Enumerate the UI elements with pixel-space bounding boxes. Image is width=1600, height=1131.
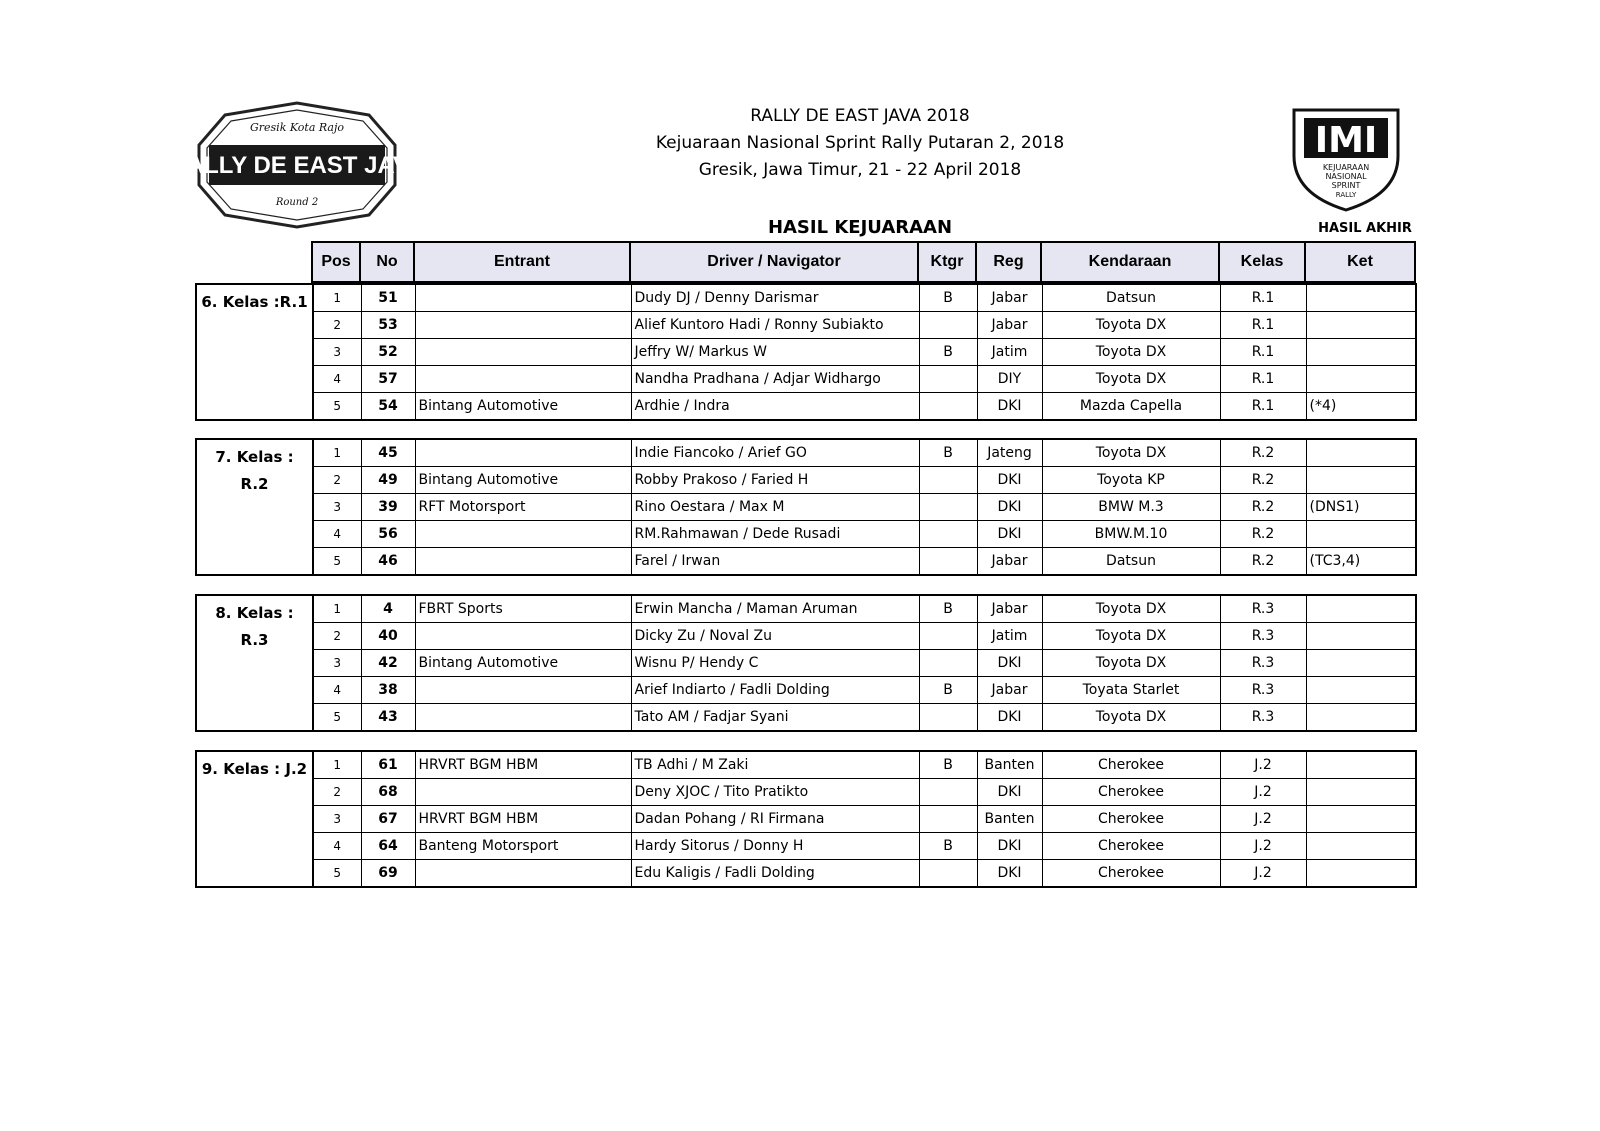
cell-no: 42 — [361, 650, 415, 677]
table-row — [196, 521, 1416, 548]
cell-no: 4 — [361, 595, 415, 623]
cell-entrant: RFT Motorsport — [415, 494, 631, 521]
class-label: 8. Kelas : R.3 — [196, 595, 313, 731]
table-row — [196, 312, 1416, 339]
event-header — [600, 103, 1120, 184]
class-group — [195, 438, 1417, 576]
class-label: 9. Kelas : J.2 — [196, 751, 313, 887]
cell-ket — [1306, 806, 1416, 833]
cell-entrant: HRVRT BGM HBM — [415, 751, 631, 779]
cell-no: 53 — [361, 312, 415, 339]
cell-driver: Rino Oestara / Max M — [631, 494, 919, 521]
col-driver-navigator: Driver / Navigator — [630, 242, 918, 282]
cell-entrant — [415, 779, 631, 806]
cell-kendaraan: Toyata Starlet — [1042, 677, 1220, 704]
cell-kelas: R.2 — [1220, 467, 1306, 494]
cell-kendaraan: Toyota KP — [1042, 467, 1220, 494]
cell-kelas: R.3 — [1220, 704, 1306, 732]
cell-no: 51 — [361, 284, 415, 312]
table-row — [196, 393, 1416, 421]
cell-ket — [1306, 366, 1416, 393]
cell-ket — [1306, 521, 1416, 548]
cell-driver: Edu Kaligis / Fadli Dolding — [631, 860, 919, 888]
col-kendaraan: Kendaraan — [1041, 242, 1219, 282]
cell-entrant — [415, 439, 631, 467]
results-title: HASIL KEJUARAAN — [767, 217, 953, 238]
col-reg: Reg — [976, 242, 1041, 282]
final-results-label: HASIL AKHIR — [1318, 221, 1412, 236]
cell-kendaraan: Cherokee — [1042, 860, 1220, 888]
cell-reg: Jatim — [977, 339, 1042, 366]
cell-driver: Dudy DJ / Denny Darismar — [631, 284, 919, 312]
cell-pos: 1 — [313, 751, 361, 779]
svg-text:Round 2: Round 2 — [275, 197, 319, 208]
cell-ket — [1306, 339, 1416, 366]
cell-ket — [1306, 779, 1416, 806]
cell-ktgr: B — [919, 833, 977, 860]
cell-kelas: R.3 — [1220, 595, 1306, 623]
cell-pos: 5 — [313, 548, 361, 576]
cell-ktgr — [919, 366, 977, 393]
cell-reg: Jabar — [977, 677, 1042, 704]
cell-entrant — [415, 677, 631, 704]
cell-ket — [1306, 623, 1416, 650]
cell-kelas: R.2 — [1220, 521, 1306, 548]
cell-driver: Dicky Zu / Noval Zu — [631, 623, 919, 650]
svg-text:SPRINT: SPRINT — [1331, 181, 1361, 190]
cell-pos: 5 — [313, 704, 361, 732]
cell-driver: Deny XJOC / Tito Pratikto — [631, 779, 919, 806]
imi-sprint-rally-logo — [1288, 106, 1404, 212]
cell-no: 39 — [361, 494, 415, 521]
col-no: No — [360, 242, 414, 282]
cell-kelas: R.2 — [1220, 548, 1306, 576]
cell-pos: 4 — [313, 521, 361, 548]
cell-reg: DIY — [977, 366, 1042, 393]
cell-driver: Wisnu P/ Hendy C — [631, 650, 919, 677]
cell-reg: Jabar — [977, 548, 1042, 576]
cell-kendaraan: Toyota DX — [1042, 439, 1220, 467]
cell-driver: Nandha Pradhana / Adjar Widhargo — [631, 366, 919, 393]
cell-no: 43 — [361, 704, 415, 732]
class-group — [195, 283, 1417, 421]
cell-ket: (*4) — [1306, 393, 1416, 421]
cell-kendaraan: Toyota DX — [1042, 595, 1220, 623]
cell-kendaraan: Toyota DX — [1042, 704, 1220, 732]
cell-pos: 2 — [313, 312, 361, 339]
cell-kendaraan: Toyota DX — [1042, 623, 1220, 650]
cell-no: 67 — [361, 806, 415, 833]
cell-pos: 2 — [313, 623, 361, 650]
cell-ket: (TC3,4) — [1306, 548, 1416, 576]
table-row — [196, 650, 1416, 677]
cell-no: 56 — [361, 521, 415, 548]
cell-no: 38 — [361, 677, 415, 704]
cell-entrant — [415, 623, 631, 650]
table-row — [196, 494, 1416, 521]
cell-reg: DKI — [977, 521, 1042, 548]
table-row — [196, 779, 1416, 806]
cell-ktgr: B — [919, 595, 977, 623]
svg-text:RALLY DE EAST JAVA: RALLY DE EAST JAVA — [169, 152, 425, 179]
table-row — [196, 284, 1416, 312]
col-ktgr: Ktgr — [918, 242, 976, 282]
cell-ktgr — [919, 312, 977, 339]
cell-ket — [1306, 677, 1416, 704]
cell-no: 57 — [361, 366, 415, 393]
cell-pos: 3 — [313, 650, 361, 677]
table-row — [196, 339, 1416, 366]
cell-kelas: R.1 — [1220, 366, 1306, 393]
svg-text:Gresik Kota Rajo: Gresik Kota Rajo — [249, 121, 345, 134]
cell-reg: DKI — [977, 860, 1042, 888]
cell-reg: Banten — [977, 806, 1042, 833]
cell-kelas: R.3 — [1220, 677, 1306, 704]
cell-kendaraan: Toyota DX — [1042, 650, 1220, 677]
cell-pos: 2 — [313, 467, 361, 494]
cell-driver: Hardy Sitorus / Donny H — [631, 833, 919, 860]
cell-reg: DKI — [977, 467, 1042, 494]
cell-ket — [1306, 312, 1416, 339]
cell-driver: Arief Indiarto / Fadli Dolding — [631, 677, 919, 704]
cell-pos: 3 — [313, 339, 361, 366]
cell-pos: 1 — [313, 439, 361, 467]
cell-kelas: J.2 — [1220, 833, 1306, 860]
cell-ktgr: B — [919, 439, 977, 467]
cell-ktgr — [919, 704, 977, 732]
cell-ktgr — [919, 860, 977, 888]
class-group — [195, 750, 1417, 888]
cell-kendaraan: Cherokee — [1042, 833, 1220, 860]
cell-ktgr — [919, 548, 977, 576]
cell-ktgr — [919, 494, 977, 521]
cell-ket — [1306, 595, 1416, 623]
svg-text:IMI: IMI — [1314, 120, 1378, 161]
event-location-date: Gresik, Jawa Timur, 21 - 22 April 2018 — [698, 160, 1022, 180]
cell-kendaraan: Cherokee — [1042, 751, 1220, 779]
cell-reg: DKI — [977, 494, 1042, 521]
cell-ket — [1306, 860, 1416, 888]
cell-pos: 2 — [313, 779, 361, 806]
cell-ktgr — [919, 806, 977, 833]
cell-kelas: R.1 — [1220, 312, 1306, 339]
cell-entrant: Bintang Automotive — [415, 467, 631, 494]
cell-reg: Jabar — [977, 284, 1042, 312]
cell-no: 46 — [361, 548, 415, 576]
svg-text:RALLY: RALLY — [1335, 191, 1357, 199]
table-row — [196, 677, 1416, 704]
cell-entrant — [415, 366, 631, 393]
cell-kelas: J.2 — [1220, 860, 1306, 888]
cell-entrant: FBRT Sports — [415, 595, 631, 623]
cell-reg: DKI — [977, 779, 1042, 806]
class-label: 7. Kelas : R.2 — [196, 439, 313, 575]
cell-ktgr — [919, 521, 977, 548]
cell-kelas: R.2 — [1220, 494, 1306, 521]
table-row — [196, 704, 1416, 732]
cell-no: 52 — [361, 339, 415, 366]
cell-reg: Jatim — [977, 623, 1042, 650]
event-title: RALLY DE EAST JAVA 2018 — [750, 106, 970, 126]
cell-kelas: R.1 — [1220, 393, 1306, 421]
cell-ktgr — [919, 779, 977, 806]
col-entrant: Entrant — [414, 242, 630, 282]
cell-kendaraan: Cherokee — [1042, 779, 1220, 806]
event-subtitle: Kejuaraan Nasional Sprint Rally Putaran 2, 2018 — [655, 133, 1065, 153]
cell-no: 69 — [361, 860, 415, 888]
col-ket: Ket — [1305, 242, 1415, 282]
table-row — [196, 467, 1416, 494]
cell-reg: Jabar — [977, 595, 1042, 623]
cell-entrant — [415, 704, 631, 732]
class-group — [195, 594, 1417, 732]
cell-driver: Farel / Irwan — [631, 548, 919, 576]
cell-kelas: J.2 — [1220, 779, 1306, 806]
cell-reg: DKI — [977, 393, 1042, 421]
cell-driver: Dadan Pohang / RI Firmana — [631, 806, 919, 833]
cell-entrant: HRVRT BGM HBM — [415, 806, 631, 833]
cell-ktgr: B — [919, 751, 977, 779]
table-row — [196, 806, 1416, 833]
cell-ket — [1306, 467, 1416, 494]
cell-driver: Alief Kuntoro Hadi / Ronny Subiakto — [631, 312, 919, 339]
cell-entrant — [415, 312, 631, 339]
col-pos: Pos — [312, 242, 360, 282]
cell-pos: 3 — [313, 806, 361, 833]
cell-ktgr: B — [919, 339, 977, 366]
cell-kelas: R.1 — [1220, 284, 1306, 312]
cell-entrant — [415, 284, 631, 312]
svg-text:KEJUARAAN: KEJUARAAN — [1322, 163, 1370, 172]
cell-driver: TB Adhi / M Zaki — [631, 751, 919, 779]
cell-no: 54 — [361, 393, 415, 421]
cell-ket — [1306, 284, 1416, 312]
cell-kelas: J.2 — [1220, 806, 1306, 833]
cell-pos: 5 — [313, 393, 361, 421]
cell-kendaraan: BMW.M.10 — [1042, 521, 1220, 548]
cell-reg: Banten — [977, 751, 1042, 779]
cell-driver: Tato AM / Fadjar Syani — [631, 704, 919, 732]
cell-kelas: R.2 — [1220, 439, 1306, 467]
cell-ket — [1306, 439, 1416, 467]
cell-ket — [1306, 650, 1416, 677]
table-row — [196, 860, 1416, 888]
cell-kendaraan: Datsun — [1042, 548, 1220, 576]
header-spacer — [195, 242, 312, 282]
table-row — [196, 623, 1416, 650]
cell-no: 49 — [361, 467, 415, 494]
cell-kelas: R.3 — [1220, 623, 1306, 650]
cell-entrant — [415, 521, 631, 548]
cell-pos: 3 — [313, 494, 361, 521]
table-row — [196, 595, 1416, 623]
cell-reg: DKI — [977, 833, 1042, 860]
table-row — [196, 366, 1416, 393]
cell-kendaraan: Mazda Capella — [1042, 393, 1220, 421]
cell-driver: RM.Rahmawan / Dede Rusadi — [631, 521, 919, 548]
cell-no: 68 — [361, 779, 415, 806]
cell-ktgr: B — [919, 284, 977, 312]
cell-ket — [1306, 704, 1416, 732]
cell-kendaraan: Datsun — [1042, 284, 1220, 312]
results-header — [195, 241, 1416, 283]
cell-entrant — [415, 339, 631, 366]
cell-kelas: R.1 — [1220, 339, 1306, 366]
cell-pos: 4 — [313, 677, 361, 704]
cell-driver: Erwin Mancha / Maman Aruman — [631, 595, 919, 623]
cell-entrant — [415, 548, 631, 576]
cell-reg: Jateng — [977, 439, 1042, 467]
table-row — [196, 548, 1416, 576]
cell-driver: Robby Prakoso / Faried H — [631, 467, 919, 494]
cell-driver: Ardhie / Indra — [631, 393, 919, 421]
cell-entrant — [415, 860, 631, 888]
cell-ktgr: B — [919, 677, 977, 704]
cell-kelas: J.2 — [1220, 751, 1306, 779]
cell-driver: Indie Fiancoko / Arief GO — [631, 439, 919, 467]
cell-pos: 5 — [313, 860, 361, 888]
cell-reg: DKI — [977, 650, 1042, 677]
cell-pos: 4 — [313, 833, 361, 860]
table-row — [196, 439, 1416, 467]
cell-pos: 4 — [313, 366, 361, 393]
cell-no: 45 — [361, 439, 415, 467]
cell-pos: 1 — [313, 284, 361, 312]
col-kelas: Kelas — [1219, 242, 1305, 282]
cell-no: 64 — [361, 833, 415, 860]
cell-kelas: R.3 — [1220, 650, 1306, 677]
cell-kendaraan: Toyota DX — [1042, 339, 1220, 366]
rally-de-east-java-logo — [169, 101, 425, 229]
cell-no: 61 — [361, 751, 415, 779]
cell-ket — [1306, 833, 1416, 860]
cell-entrant: Banteng Motorsport — [415, 833, 631, 860]
cell-driver: Jeffry W/ Markus W — [631, 339, 919, 366]
cell-ket — [1306, 751, 1416, 779]
cell-ktgr — [919, 650, 977, 677]
cell-entrant: Bintang Automotive — [415, 393, 631, 421]
cell-ktgr — [919, 393, 977, 421]
cell-ktgr — [919, 623, 977, 650]
cell-ket: (DNS1) — [1306, 494, 1416, 521]
cell-pos: 1 — [313, 595, 361, 623]
cell-kendaraan: Toyota DX — [1042, 312, 1220, 339]
cell-no: 40 — [361, 623, 415, 650]
table-row — [196, 833, 1416, 860]
cell-reg: Jabar — [977, 312, 1042, 339]
cell-kendaraan: Toyota DX — [1042, 366, 1220, 393]
cell-entrant: Bintang Automotive — [415, 650, 631, 677]
svg-text:NASIONAL: NASIONAL — [1325, 172, 1367, 181]
cell-ktgr — [919, 467, 977, 494]
cell-kendaraan: BMW M.3 — [1042, 494, 1220, 521]
table-row — [196, 751, 1416, 779]
class-label: 6. Kelas :R.1 — [196, 284, 313, 420]
cell-kendaraan: Cherokee — [1042, 806, 1220, 833]
cell-reg: DKI — [977, 704, 1042, 732]
